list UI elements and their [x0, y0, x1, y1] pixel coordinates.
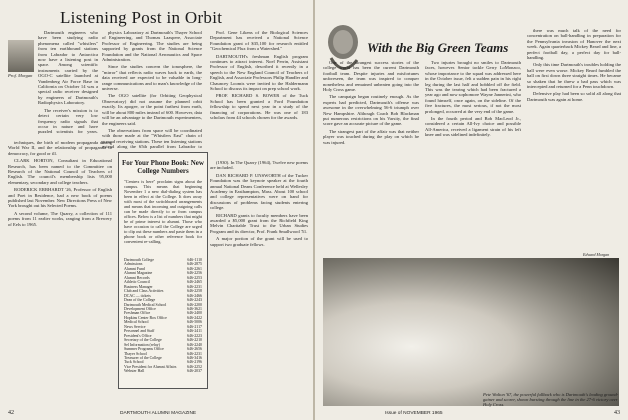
directory-name: Hopkins Center Box Office: [124, 315, 167, 320]
directory-number: 646-2231: [187, 284, 202, 289]
paragraph: Prof. Gene Likens of the Biological Sciences Department has received a National Science Foundation grant of $35,100 for research entitled "Geochemical Flux from a Watershed.": [210, 30, 308, 52]
directory-name: Summer Programs Office: [124, 347, 164, 352]
directory-name: Dartmouth College: [124, 258, 154, 262]
directory-name: Freshman Office: [124, 311, 151, 316]
directory-number: 646-2037: [187, 369, 202, 374]
directory-name: Alumni Fund: [124, 266, 145, 271]
directory-name: Tuck School: [124, 360, 144, 365]
paragraph: The receiver's mission is to detect certain very low frequency radio signals that occur in nature and have puzzled scientists for years.: [38, 107, 98, 135]
directory-number: 646-5006: [187, 320, 202, 325]
directory-number: 646-2240: [187, 342, 202, 347]
article-column-3: [8, 140, 112, 402]
paragraph: Dartmouth engineers who have been studying radio phenomena called "whistlers" from ten earthbound stations from Labrador to Antarctica now have a listening post in space. Among scientific instruments carried by the OGO-C satellite launched at Vandenberg Air Force Base in California on October 14 was a special radio receiver designed by engineers of Dartmouth's Radiophysics Laboratory.: [38, 30, 98, 106]
article-column-4: [210, 160, 308, 404]
directory-name: Club and Class Activities: [124, 289, 164, 294]
paragraph: Only this time Dartmouth's troubles holding the ball were even worse. Mickey Beard fumbled the ball on first down three straight times. He became so shaken that he threw a bad pass which was intercepted and returned for a Penn touchdown.: [527, 62, 621, 90]
directory-number: 646-2200: [187, 302, 202, 307]
directory-name: Medical School: [124, 320, 149, 325]
directory-number: 646-3416: [187, 355, 202, 360]
paragraph: PROF. RICHARD S. BOWER of the Tuck School has been granted a Ford Foundation fellowship to spend next year in a study of the financing of corporations. He was one of 183 scholars from 44 schools chosen for the awards.: [210, 93, 308, 121]
directory-number: 646-1110: [187, 258, 202, 262]
paragraph: there was much talk of the need for concentration on ball-handling in preparation for the Pennsylvania invasion of Hanover the next week. Again quarterback Mickey Beard and line, a perfect football day, a perfect day for ball-handling.: [527, 28, 621, 61]
article-column-1: [38, 30, 98, 136]
directory-number: 646-2422: [187, 315, 202, 320]
paragraph: Defensive play had been so solid all along that Dartmouth was again at home.: [527, 91, 621, 102]
article-column-1: [323, 60, 419, 250]
photo-caption: Pete Walton '67, the powerful fullback who is Dartmouth's leading ground-gainer and scorer, shown bursting through the line in the 27-6 victory over Holy Cross.: [483, 392, 619, 408]
directory-number: 646-2253: [187, 275, 202, 280]
directory-name: Personnel and Staff: [124, 329, 155, 334]
directory-number: 646-2231: [187, 351, 202, 356]
directory-number: 646-2256: [187, 271, 202, 276]
paragraph: A major portion of the grant will be used to support two graduate fellows.: [210, 236, 308, 247]
paragraph: Two injuries brought no smiles to Dartmouth faces, however. Senior tackle Gerry LoMonaco, whose importance to the squad was addressed here in the October issue, felt a sudden pain in his right leg during the last half and hobbled off the field. This was the tearing which had been fractured a year ago and now sophomore Wayne Jannerini, who found himself, once again, on the sideline. Of the five fractures, the most serious, if not the most prolonged, occurred at the very end of the game.: [425, 60, 521, 114]
running-footer: DARTMOUTH ALUMNI MAGAZINE: [120, 411, 197, 416]
directory-name: Dartmouth Medical School: [124, 302, 167, 307]
directory-number: 646-2210: [187, 338, 202, 343]
directory-name: Treasurer of the College: [124, 355, 162, 360]
directory-name: Webster Hall: [124, 369, 145, 374]
paragraph: In the fourth period and Bob MacLeod Jr., considered a certain All-Ivy choice and possible All-America, received a ligament strain of his left knee and was sidelined indefinitely.: [425, 116, 521, 138]
page-number: 42: [8, 410, 14, 416]
right-page: [315, 0, 628, 420]
portrait-photo: [8, 40, 34, 72]
directory-number: 646-2411: [187, 329, 202, 334]
paragraph: The observations from space will be coordinated with those made at the "Whistlers East" chain of ground receiving stations. These ten listening stations extend along the 65th parallel from Labrador to: [102, 127, 202, 150]
directory-number: 646-2875: [187, 262, 202, 267]
directory-number: 646-2400: [187, 311, 202, 316]
paragraph: The strangest part of the affair was that neither player was touched during the play on which he was injured.: [323, 128, 419, 145]
article-column-5: [210, 30, 308, 154]
article-column-2: [102, 30, 202, 150]
directory-name: News Service: [124, 324, 146, 329]
directory-name: Alumni Records: [124, 275, 150, 280]
paragraph: A second volume, The Quarry, a collection of 111 poems from 11 earlier works, ranging from a Brewery of Eels to 1965.: [8, 210, 112, 227]
directory-name: President's Office: [124, 333, 152, 338]
directory-number: 646-2258: [187, 289, 202, 294]
page-title: Listening Post in Orbit: [60, 8, 223, 27]
box-title: For Your Phone Book: New College Numbers: [122, 159, 204, 175]
directory-name: DCAC — tickets: [124, 293, 151, 298]
directory-name: Thayer School: [124, 351, 147, 356]
paragraph: CLARK HORTON, Consultant in Educational Research, has been named to the Committee on Research of the National Council of Teachers of English. The council's membership lists 95,000 elementary, secondary and college teachers.: [8, 158, 112, 185]
paragraph: RODERICK ERRHARDT '26, Professor of English and Poet in Residence, had a new book of poems published last November. New Directions Press of New York brought out his Selected Poems.: [8, 187, 112, 209]
directory-name: Dean of the College: [124, 298, 156, 303]
directory-number: 646-2117: [187, 324, 202, 329]
directory-number: 646-2465: [187, 280, 202, 285]
phone-directory: [124, 258, 202, 374]
left-page: [0, 0, 313, 420]
article-column-2: [425, 60, 521, 250]
article-column-3: [527, 28, 621, 250]
directory-name: Athletic Council: [124, 280, 150, 285]
directory-number: 646-2656: [187, 347, 202, 352]
directory-name: Secretary of the College: [124, 338, 162, 343]
paragraph: DARTMOUTH's freshman English program continues to attract interest. Noel Perrin, Assistant Professor of English, described it recently in a speech to the New England Council of Teachers of English, and Associate Professors Philip Handler and Chauncey Loomis were invited to the Haldermann School to discuss its impact on prep school work.: [210, 53, 308, 92]
paragraph: Since the studies concern the ionosphere, the "mirror" that reflects radio waves back to earth, the data received are expected to be valuable in long-range communications and to man's knowledge of the universe.: [102, 64, 202, 92]
directory-name: Development Office: [124, 306, 156, 311]
portrait-caption: Prof. Morgan: [8, 73, 33, 78]
directory-name: Alumni Magazine: [124, 271, 153, 276]
directory-number: 646-2223: [187, 333, 202, 338]
box-intro: "Centrex is here" proclaim signs about the campus. This means that beginning November 1 a new dial-dialing system has been in effect at the College. It does away with most of the switchboard arrangements and means that incoming and outgoing calls can be made directly to or from campus offices. Below is a list of numbers that might be of prime interest to alumni. Those who have occasion to call the College are urged to clip out these numbers and paste them in a phone book or other reference book for convenient re-calling.: [124, 179, 202, 244]
running-footer: Issue of NOVEMBER 1965: [385, 411, 443, 416]
directory-number: 646-2261: [187, 266, 202, 271]
photo-credit: Edward Morgan: [583, 252, 610, 257]
paragraph: The OGO satellite (for Orbiting Geophysical Observatory) did not assume the planned orbit exactly. Its apogee, or the point farthest from earth, will be about 800 miles instead of 600. However, data will be an advantage to the Dartmouth experimenters, the engineers said.: [102, 93, 202, 126]
page-title: With the Big Green Teams: [367, 40, 509, 55]
phone-numbers-box: [118, 152, 208, 389]
football-photo: [323, 258, 619, 406]
directory-number: 646-2466: [187, 293, 202, 298]
paragraph: DAN RICHARD P. UNSWORTH of the Tucker Foundation was the keynote speaker at the fourth annual National Deans Conference held at Wellesley Academy in Easthampton, Mass. About 100 school and college representatives were on hand for discussions of problems facing students entering college.: [210, 172, 308, 211]
directory-number: 646-2243: [187, 298, 202, 303]
directory-name: Admissions: [124, 262, 143, 267]
paragraph: techniques, the birth of modern propaganda during World War II, and the relationship of propaganda to democracy, for good or ill.: [8, 140, 112, 156]
directory-number: 646-3621: [187, 306, 202, 311]
directory-number: 646-2196: [187, 360, 202, 365]
paragraph: RICHARD grants to faculty members have been awarded a $5,000 grant from the Richfield King Melvin Charitable Trust to the Urban Studies Program and its director, Prof. Frank Smallwood '51.: [210, 212, 308, 234]
page-number: 43: [614, 410, 620, 416]
directory-name: Vice President for Alumni Affairs: [124, 364, 177, 369]
paragraph: One of the strangest success stories of the college world has been the current Dartmouth football team. Despite injuries and misfortunes unforeseen, the team was inspired to conquer nonetheless and remained unbeaten going into the Holy Cross game.: [323, 60, 419, 93]
paragraph: The campaign began routinely enough. As the experts had predicted, Dartmouth's offense was awesome in the overwhelming 56-6 triumph over New Hampshire. Although Coach Bob Blackman put numerous restrictions on his Varsity, the final score gave an accurate picture of the game.: [323, 94, 419, 127]
directory-name: Business Manager: [124, 284, 153, 289]
paragraph: physics Laboratory at Dartmouth's Thayer School of Engineering, and Thomas Laaspere, Associate Professor of Engineering. The studies are being supported by grants from the National Science Foundation and the National Aeronautics and Space Administration.: [102, 30, 202, 63]
paragraph: (1930). In The Quarry (1964), Twelve new poems are included.: [210, 160, 308, 171]
directory-name: Sel Information (relay): [124, 342, 160, 347]
directory-number: 646-2252: [187, 364, 202, 369]
directory-row: [124, 369, 202, 373]
